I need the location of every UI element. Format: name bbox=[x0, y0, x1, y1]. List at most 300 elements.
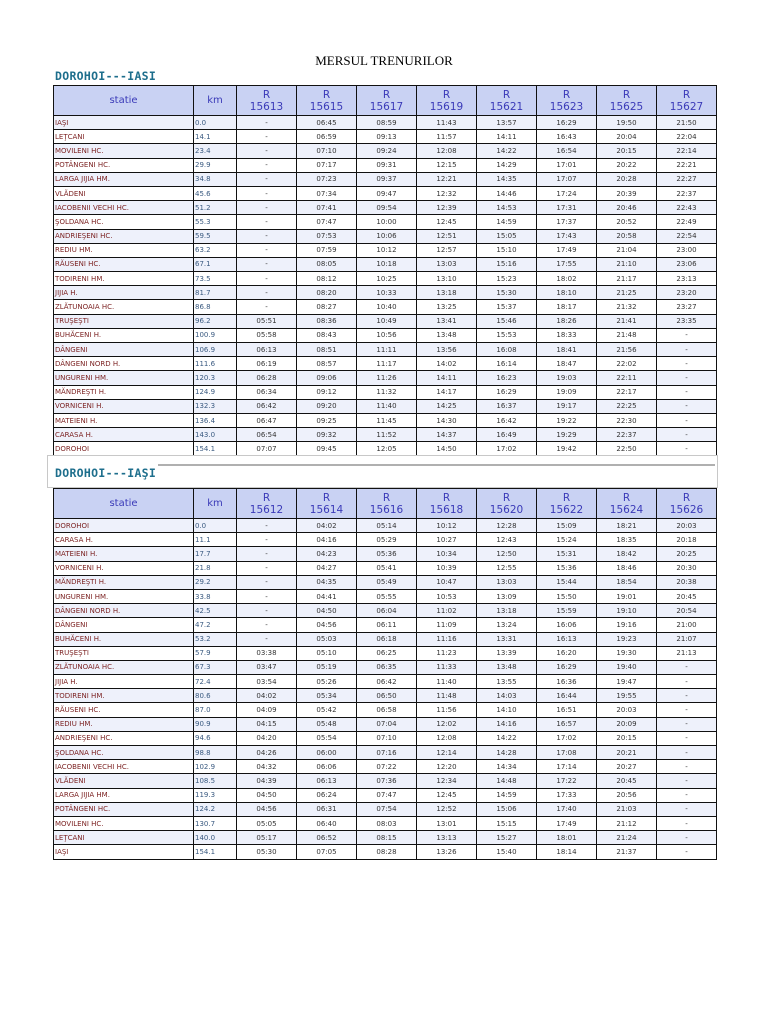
km-value: 81.7 bbox=[194, 286, 237, 300]
departure-time: 09:13 bbox=[357, 130, 417, 144]
departure-time: 09:37 bbox=[357, 172, 417, 186]
departure-time: 14:11 bbox=[477, 130, 537, 144]
departure-time: 06:31 bbox=[297, 802, 357, 816]
departure-time: - bbox=[657, 357, 717, 371]
departure-time: 06:50 bbox=[357, 689, 417, 703]
departure-time: 13:31 bbox=[477, 632, 537, 646]
departure-time: 13:39 bbox=[477, 646, 537, 660]
km-value: 33.8 bbox=[194, 589, 237, 603]
station-name: CARASA H. bbox=[54, 428, 194, 442]
departure-time: - bbox=[657, 675, 717, 689]
km-value: 17.7 bbox=[194, 547, 237, 561]
departure-time: 22:14 bbox=[657, 144, 717, 158]
train-number: 15619 bbox=[429, 100, 464, 113]
departure-time: 08:12 bbox=[297, 272, 357, 286]
departure-time: 11:56 bbox=[417, 703, 477, 717]
departure-time: - bbox=[237, 243, 297, 257]
departure-time: - bbox=[657, 371, 717, 385]
km-value: 73.5 bbox=[194, 272, 237, 286]
station-name: JIJIA H. bbox=[54, 675, 194, 689]
departure-time: 20:09 bbox=[597, 717, 657, 731]
departure-time: 17:40 bbox=[537, 802, 597, 816]
table-row bbox=[54, 660, 717, 674]
departure-time: 05:17 bbox=[237, 831, 297, 845]
departure-time: 10:47 bbox=[417, 575, 477, 589]
departure-time: 07:47 bbox=[297, 215, 357, 229]
train-type: R bbox=[562, 491, 571, 504]
km-value: 29.2 bbox=[194, 575, 237, 589]
departure-time: 16:57 bbox=[537, 717, 597, 731]
departure-time: 20:04 bbox=[597, 130, 657, 144]
departure-time: 20:58 bbox=[597, 229, 657, 243]
departure-time: 09:54 bbox=[357, 201, 417, 215]
km-value: 100.9 bbox=[194, 328, 237, 342]
departure-time: - bbox=[237, 215, 297, 229]
departure-time: 08:05 bbox=[297, 257, 357, 271]
train-type: R bbox=[322, 491, 331, 504]
train-type: R bbox=[502, 491, 511, 504]
departure-time: - bbox=[237, 172, 297, 186]
table-row bbox=[54, 774, 717, 788]
table-row bbox=[54, 442, 717, 456]
station-name: VLĂDENI bbox=[54, 186, 194, 200]
departure-time: 20:03 bbox=[597, 703, 657, 717]
table-row bbox=[54, 589, 717, 603]
route-title-2: DOROHOI---IAŞI bbox=[55, 466, 157, 480]
station-name: POTÂNGENI HC. bbox=[54, 158, 194, 172]
departure-time: - bbox=[657, 831, 717, 845]
station-name: REDIU HM. bbox=[54, 717, 194, 731]
departure-time: - bbox=[657, 328, 717, 342]
departure-time: 16:29 bbox=[537, 660, 597, 674]
km-value: 111.6 bbox=[194, 357, 237, 371]
departure-time: - bbox=[657, 816, 717, 830]
departure-time: 10:39 bbox=[417, 561, 477, 575]
departure-time: - bbox=[237, 229, 297, 243]
departure-time: 08:51 bbox=[297, 343, 357, 357]
train-type: R bbox=[322, 88, 331, 101]
departure-time: 15:05 bbox=[477, 229, 537, 243]
km-value: 11.1 bbox=[194, 533, 237, 547]
departure-time: 16:44 bbox=[537, 689, 597, 703]
col-header-train bbox=[357, 86, 417, 116]
departure-time: 16:54 bbox=[537, 144, 597, 158]
departure-time: 06:42 bbox=[237, 399, 297, 413]
departure-time: - bbox=[237, 575, 297, 589]
departure-time: 05:51 bbox=[237, 314, 297, 328]
departure-time: 06:04 bbox=[357, 604, 417, 618]
departure-time: 21:13 bbox=[657, 646, 717, 660]
departure-time: 13:03 bbox=[477, 575, 537, 589]
departure-time: 14:30 bbox=[417, 413, 477, 427]
departure-time: 15:09 bbox=[537, 519, 597, 533]
departure-time: 15:50 bbox=[537, 589, 597, 603]
departure-time: 19:01 bbox=[597, 589, 657, 603]
departure-time: 04:23 bbox=[297, 547, 357, 561]
departure-time: - bbox=[657, 399, 717, 413]
departure-time: 10:12 bbox=[417, 519, 477, 533]
departure-time: 15:06 bbox=[477, 802, 537, 816]
departure-time: 16:23 bbox=[477, 371, 537, 385]
table-row bbox=[54, 116, 717, 130]
departure-time: 05:41 bbox=[357, 561, 417, 575]
departure-time: 11:02 bbox=[417, 604, 477, 618]
departure-time: 14:50 bbox=[417, 442, 477, 456]
station-name: ZLĂTUNOAIA HC. bbox=[54, 660, 194, 674]
departure-time: 22:43 bbox=[657, 201, 717, 215]
departure-time: 17:49 bbox=[537, 243, 597, 257]
table-row bbox=[54, 172, 717, 186]
departure-time: 10:40 bbox=[357, 300, 417, 314]
km-value: 119.3 bbox=[194, 788, 237, 802]
station-name: TRUŞEŞTI bbox=[54, 314, 194, 328]
train-number: 15624 bbox=[609, 503, 644, 516]
departure-time: 05:58 bbox=[237, 328, 297, 342]
departure-time: 11:57 bbox=[417, 130, 477, 144]
km-value: 102.9 bbox=[194, 760, 237, 774]
departure-time: 19:10 bbox=[597, 604, 657, 618]
departure-time: 14:28 bbox=[477, 746, 537, 760]
departure-time: 12:45 bbox=[417, 215, 477, 229]
departure-time: 09:45 bbox=[297, 442, 357, 456]
table-row bbox=[54, 831, 717, 845]
departure-time: 14:03 bbox=[477, 689, 537, 703]
table-row bbox=[54, 130, 717, 144]
departure-time: 05:14 bbox=[357, 519, 417, 533]
station-name: MĂNDREŞTI H. bbox=[54, 575, 194, 589]
departure-time: - bbox=[237, 519, 297, 533]
departure-time: 04:09 bbox=[237, 703, 297, 717]
departure-time: - bbox=[237, 533, 297, 547]
departure-time: 04:50 bbox=[237, 788, 297, 802]
station-name: ANDRIEŞENI HC. bbox=[54, 229, 194, 243]
departure-time: 07:47 bbox=[357, 788, 417, 802]
train-number: 15617 bbox=[369, 100, 404, 113]
departure-time: 07:07 bbox=[237, 442, 297, 456]
col-header-train bbox=[657, 489, 717, 519]
departure-time: 09:31 bbox=[357, 158, 417, 172]
train-type: R bbox=[382, 491, 391, 504]
departure-time: 05:05 bbox=[237, 816, 297, 830]
station-name: IAŞI bbox=[54, 845, 194, 859]
km-value: 45.6 bbox=[194, 186, 237, 200]
departure-time: 21:07 bbox=[657, 632, 717, 646]
departure-time: 07:16 bbox=[357, 746, 417, 760]
km-value: 154.1 bbox=[194, 442, 237, 456]
departure-time: - bbox=[657, 343, 717, 357]
departure-time: 11:32 bbox=[357, 385, 417, 399]
departure-time: 09:32 bbox=[297, 428, 357, 442]
departure-time: 15:44 bbox=[537, 575, 597, 589]
departure-time: 13:03 bbox=[417, 257, 477, 271]
departure-time: 18:46 bbox=[597, 561, 657, 575]
departure-time: 23:06 bbox=[657, 257, 717, 271]
table-row bbox=[54, 519, 717, 533]
departure-time: 22:49 bbox=[657, 215, 717, 229]
km-value: 34.8 bbox=[194, 172, 237, 186]
departure-time: 06:25 bbox=[357, 646, 417, 660]
km-value: 136.4 bbox=[194, 413, 237, 427]
departure-time: 19:22 bbox=[537, 413, 597, 427]
departure-time: 10:34 bbox=[417, 547, 477, 561]
col-header-train bbox=[597, 86, 657, 116]
departure-time: 17:07 bbox=[537, 172, 597, 186]
table-row bbox=[54, 675, 717, 689]
departure-time: 14:37 bbox=[417, 428, 477, 442]
station-name: MATEIENI H. bbox=[54, 413, 194, 427]
departure-time: 17:22 bbox=[537, 774, 597, 788]
km-value: 0.0 bbox=[194, 116, 237, 130]
station-name: JIJIA H. bbox=[54, 286, 194, 300]
departure-time: 11:40 bbox=[357, 399, 417, 413]
departure-time: 22:27 bbox=[657, 172, 717, 186]
departure-time: 05:54 bbox=[297, 731, 357, 745]
train-type: R bbox=[682, 491, 691, 504]
departure-time: 18:47 bbox=[537, 357, 597, 371]
table-row bbox=[54, 357, 717, 371]
station-name: MOVILENI HC. bbox=[54, 816, 194, 830]
train-number: 15616 bbox=[369, 503, 404, 516]
km-value: 143.0 bbox=[194, 428, 237, 442]
departure-time: 05:34 bbox=[297, 689, 357, 703]
departure-time: 06:40 bbox=[297, 816, 357, 830]
km-value: 80.6 bbox=[194, 689, 237, 703]
departure-time: 04:27 bbox=[297, 561, 357, 575]
station-name: DOROHOI bbox=[54, 519, 194, 533]
departure-time: 13:55 bbox=[477, 675, 537, 689]
train-type: R bbox=[262, 491, 271, 504]
departure-time: 10:49 bbox=[357, 314, 417, 328]
departure-time: 12:02 bbox=[417, 717, 477, 731]
departure-time: 22:30 bbox=[597, 413, 657, 427]
departure-time: 06:18 bbox=[357, 632, 417, 646]
col-header-station: statie bbox=[54, 489, 194, 519]
table-row bbox=[54, 314, 717, 328]
departure-time: 08:27 bbox=[297, 300, 357, 314]
departure-time: 19:47 bbox=[597, 675, 657, 689]
departure-time: 07:59 bbox=[297, 243, 357, 257]
km-value: 108.5 bbox=[194, 774, 237, 788]
departure-time: - bbox=[657, 689, 717, 703]
departure-time: 06:47 bbox=[237, 413, 297, 427]
departure-time: 14:46 bbox=[477, 186, 537, 200]
departure-time: 07:53 bbox=[297, 229, 357, 243]
train-number: 15622 bbox=[549, 503, 584, 516]
col-header-train bbox=[357, 489, 417, 519]
train-type: R bbox=[622, 491, 631, 504]
station-name: POTÂNGENI HC. bbox=[54, 802, 194, 816]
train-number: 15621 bbox=[489, 100, 524, 113]
departure-time: 04:02 bbox=[297, 519, 357, 533]
departure-time: 13:56 bbox=[417, 343, 477, 357]
train-type: R bbox=[262, 88, 271, 101]
departure-time: 17:24 bbox=[537, 186, 597, 200]
departure-time: 06:42 bbox=[357, 675, 417, 689]
station-name: ŞOLDANA HC. bbox=[54, 215, 194, 229]
departure-time: 04:39 bbox=[237, 774, 297, 788]
departure-time: 12:15 bbox=[417, 158, 477, 172]
departure-time: 18:21 bbox=[597, 519, 657, 533]
table-row bbox=[54, 371, 717, 385]
departure-time: 11:40 bbox=[417, 675, 477, 689]
departure-time: 10:18 bbox=[357, 257, 417, 271]
departure-time: 04:56 bbox=[237, 802, 297, 816]
col-header-train bbox=[237, 489, 297, 519]
departure-time: - bbox=[237, 286, 297, 300]
train-number: 15613 bbox=[249, 100, 284, 113]
departure-time: 20:03 bbox=[657, 519, 717, 533]
km-value: 51.2 bbox=[194, 201, 237, 215]
departure-time: 07:05 bbox=[297, 845, 357, 859]
table-row bbox=[54, 201, 717, 215]
departure-time: - bbox=[237, 632, 297, 646]
km-value: 90.9 bbox=[194, 717, 237, 731]
km-value: 59.5 bbox=[194, 229, 237, 243]
departure-time: 13:26 bbox=[417, 845, 477, 859]
departure-time: 05:29 bbox=[357, 533, 417, 547]
departure-time: 14:29 bbox=[477, 158, 537, 172]
departure-time: 20:30 bbox=[657, 561, 717, 575]
departure-time: 16:06 bbox=[537, 618, 597, 632]
departure-time: 04:26 bbox=[237, 746, 297, 760]
train-number: 15612 bbox=[249, 503, 284, 516]
departure-time: 08:36 bbox=[297, 314, 357, 328]
table-row bbox=[54, 413, 717, 427]
departure-time: 04:16 bbox=[297, 533, 357, 547]
departure-time: 03:38 bbox=[237, 646, 297, 660]
departure-time: 23:20 bbox=[657, 286, 717, 300]
station-name: ANDRIEŞENI HC. bbox=[54, 731, 194, 745]
departure-time: 20:21 bbox=[597, 746, 657, 760]
table-row bbox=[54, 816, 717, 830]
departure-time: - bbox=[237, 158, 297, 172]
departure-time: 23:27 bbox=[657, 300, 717, 314]
departure-time: 21:04 bbox=[597, 243, 657, 257]
table-row bbox=[54, 385, 717, 399]
table-row bbox=[54, 802, 717, 816]
departure-time: 14:11 bbox=[417, 371, 477, 385]
table-row bbox=[54, 215, 717, 229]
km-value: 132.3 bbox=[194, 399, 237, 413]
departure-time: - bbox=[657, 774, 717, 788]
departure-time: 13:48 bbox=[477, 660, 537, 674]
departure-time: 09:06 bbox=[297, 371, 357, 385]
departure-time: 05:42 bbox=[297, 703, 357, 717]
departure-time: - bbox=[657, 746, 717, 760]
departure-time: 08:15 bbox=[357, 831, 417, 845]
table-row bbox=[54, 300, 717, 314]
departure-time: 21:24 bbox=[597, 831, 657, 845]
departure-time: 14:17 bbox=[417, 385, 477, 399]
departure-time: 07:36 bbox=[357, 774, 417, 788]
km-value: 23.4 bbox=[194, 144, 237, 158]
departure-time: 22:54 bbox=[657, 229, 717, 243]
departure-time: 21:37 bbox=[597, 845, 657, 859]
departure-time: 05:03 bbox=[297, 632, 357, 646]
departure-time: 07:22 bbox=[357, 760, 417, 774]
km-value: 0.0 bbox=[194, 519, 237, 533]
departure-time: 06:58 bbox=[357, 703, 417, 717]
departure-time: 16:20 bbox=[537, 646, 597, 660]
station-name: BUHĂCENI H. bbox=[54, 632, 194, 646]
station-name: IAŞI bbox=[54, 116, 194, 130]
departure-time: 18:54 bbox=[597, 575, 657, 589]
table-row bbox=[54, 689, 717, 703]
train-number: 15627 bbox=[669, 100, 704, 113]
col-header-train bbox=[477, 489, 537, 519]
departure-time: 13:18 bbox=[417, 286, 477, 300]
departure-time: 14:34 bbox=[477, 760, 537, 774]
train-number: 15615 bbox=[309, 100, 344, 113]
departure-time: 12:55 bbox=[477, 561, 537, 575]
departure-time: 15:16 bbox=[477, 257, 537, 271]
departure-time: 10:27 bbox=[417, 533, 477, 547]
km-value: 140.0 bbox=[194, 831, 237, 845]
departure-time: 14:59 bbox=[477, 215, 537, 229]
header-row bbox=[54, 86, 717, 116]
departure-time: 07:54 bbox=[357, 802, 417, 816]
departure-time: 04:32 bbox=[237, 760, 297, 774]
departure-time: - bbox=[657, 442, 717, 456]
departure-time: 21:41 bbox=[597, 314, 657, 328]
station-name: UNGURENI HM. bbox=[54, 371, 194, 385]
departure-time: 15:46 bbox=[477, 314, 537, 328]
station-name: REDIU HM. bbox=[54, 243, 194, 257]
departure-time: - bbox=[657, 385, 717, 399]
departure-time: 14:22 bbox=[477, 731, 537, 745]
station-name: DOROHOI bbox=[54, 442, 194, 456]
departure-time: 06:24 bbox=[297, 788, 357, 802]
departure-time: 22:02 bbox=[597, 357, 657, 371]
table-row bbox=[54, 399, 717, 413]
departure-time: 12:51 bbox=[417, 229, 477, 243]
departure-time: 16:29 bbox=[537, 116, 597, 130]
station-name: LEŢCANI bbox=[54, 831, 194, 845]
departure-time: - bbox=[237, 547, 297, 561]
departure-time: 16:36 bbox=[537, 675, 597, 689]
departure-time: 14:10 bbox=[477, 703, 537, 717]
departure-time: 03:47 bbox=[237, 660, 297, 674]
station-name: BUHĂCENI H. bbox=[54, 328, 194, 342]
station-name: TODIRENI HM. bbox=[54, 272, 194, 286]
departure-time: 08:43 bbox=[297, 328, 357, 342]
table-row bbox=[54, 243, 717, 257]
station-name: DÂNGENI NORD H. bbox=[54, 604, 194, 618]
departure-time: 13:48 bbox=[417, 328, 477, 342]
departure-time: 10:12 bbox=[357, 243, 417, 257]
table-row bbox=[54, 286, 717, 300]
departure-time: - bbox=[237, 116, 297, 130]
departure-time: - bbox=[657, 413, 717, 427]
departure-time: 20:45 bbox=[597, 774, 657, 788]
station-name: DÂNGENI NORD H. bbox=[54, 357, 194, 371]
departure-time: 20:54 bbox=[657, 604, 717, 618]
km-value: 98.8 bbox=[194, 746, 237, 760]
departure-time: 16:43 bbox=[537, 130, 597, 144]
departure-time: 04:20 bbox=[237, 731, 297, 745]
station-name: MOVILENI HC. bbox=[54, 144, 194, 158]
departure-time: 14:22 bbox=[477, 144, 537, 158]
departure-time: 20:25 bbox=[657, 547, 717, 561]
departure-time: 21:25 bbox=[597, 286, 657, 300]
departure-time: 06:00 bbox=[297, 746, 357, 760]
departure-time: 20:15 bbox=[597, 731, 657, 745]
table-row bbox=[54, 428, 717, 442]
departure-time: 11:16 bbox=[417, 632, 477, 646]
departure-time: 16:42 bbox=[477, 413, 537, 427]
departure-time: 07:34 bbox=[297, 186, 357, 200]
departure-time: 16:08 bbox=[477, 343, 537, 357]
